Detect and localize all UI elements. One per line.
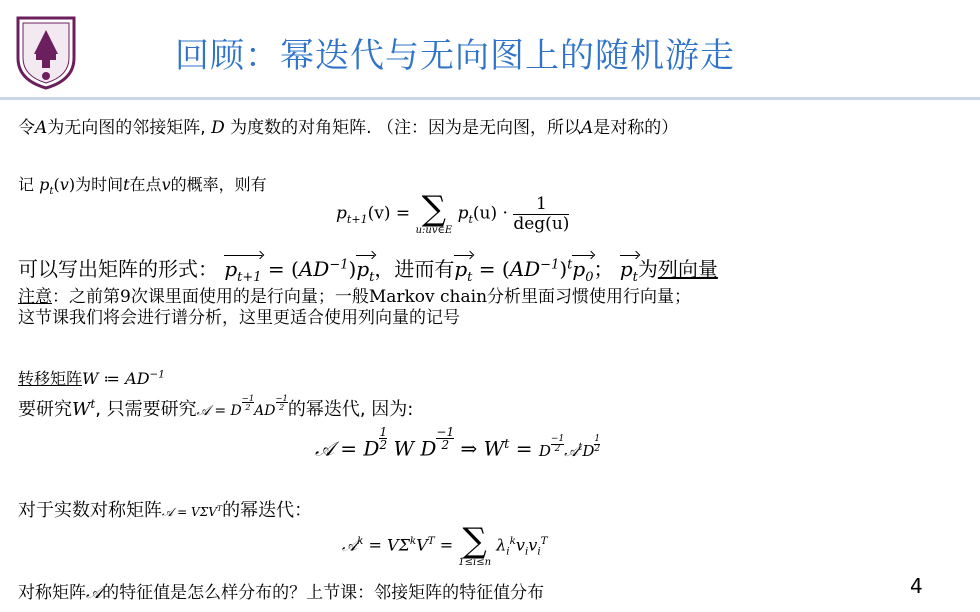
transition-matrix-definition: 转移矩阵W ≔ $AD^{-1}$ (18, 368, 165, 388)
symmetric-matrix-line: 对于实数对称矩阵𝒜 = $V\Sigma V^T$的幂迭代： (18, 500, 313, 521)
university-logo (14, 14, 78, 90)
power-iteration-line: 要研究$W^t$, 只需要研究𝒜 = D $\frac{-1}{2}$ AD $\frac{-1}{2}$ 的幂迭代, 因为: (18, 393, 414, 421)
spectral-decomposition-equation: 𝒜$^k$ = $V\Sigma^kV^T$ = ∑ 1≤i≤n $\lambda_i^kv_iv_i^T$ (342, 521, 548, 568)
page-number: 4 (910, 574, 923, 598)
slide-title: 回顾：幂迭代与无向图上的随机游走 (175, 36, 735, 76)
random-walk-equation: $p_{t+1}(v)$ = ∑ u:uv∈E $p_t(u)$ · $\frac{1}{\text{deg(u)}}$ (336, 189, 570, 236)
eigenvalue-question: 对称矩阵𝒜的特征值是怎么样分布的？上节课：邻接矩阵的特征值分布 (18, 583, 545, 603)
shield-emblem-icon (14, 14, 78, 90)
title-divider (0, 97, 980, 100)
probability-definition: 记 $p_t(v)$为时间t在点v的概率，则有 (18, 175, 267, 198)
note-line: 注意：之前第9次课里面使用的是行向量；一般Markov chain分析里面习惯使用行向量； (18, 287, 692, 307)
note-line-2: 这节课我们将会进行谱分析，这里更适合使用列向量的记号 (18, 308, 460, 328)
similarity-equation: 𝒜 = D $\frac{1}{2}$ W D $\frac{-1}{2}$ ⇒ $W^t = D$ $\frac{-1}{2}$ 𝒜$^t$D $\frac{1}{2}$ (315, 425, 601, 461)
matrix-form-line: 可以写出矩阵的形式： $p_{t+1} = (AD^{-1})p_t$，进而有$p_t = (AD^{-1})^tp_0$； $p_t$为列向量 (18, 257, 718, 285)
definition-line: 令A为无向图的邻接矩阵, D 为度数的对角矩阵. （注：因为是无向图，所以A是对称的） (18, 118, 679, 138)
